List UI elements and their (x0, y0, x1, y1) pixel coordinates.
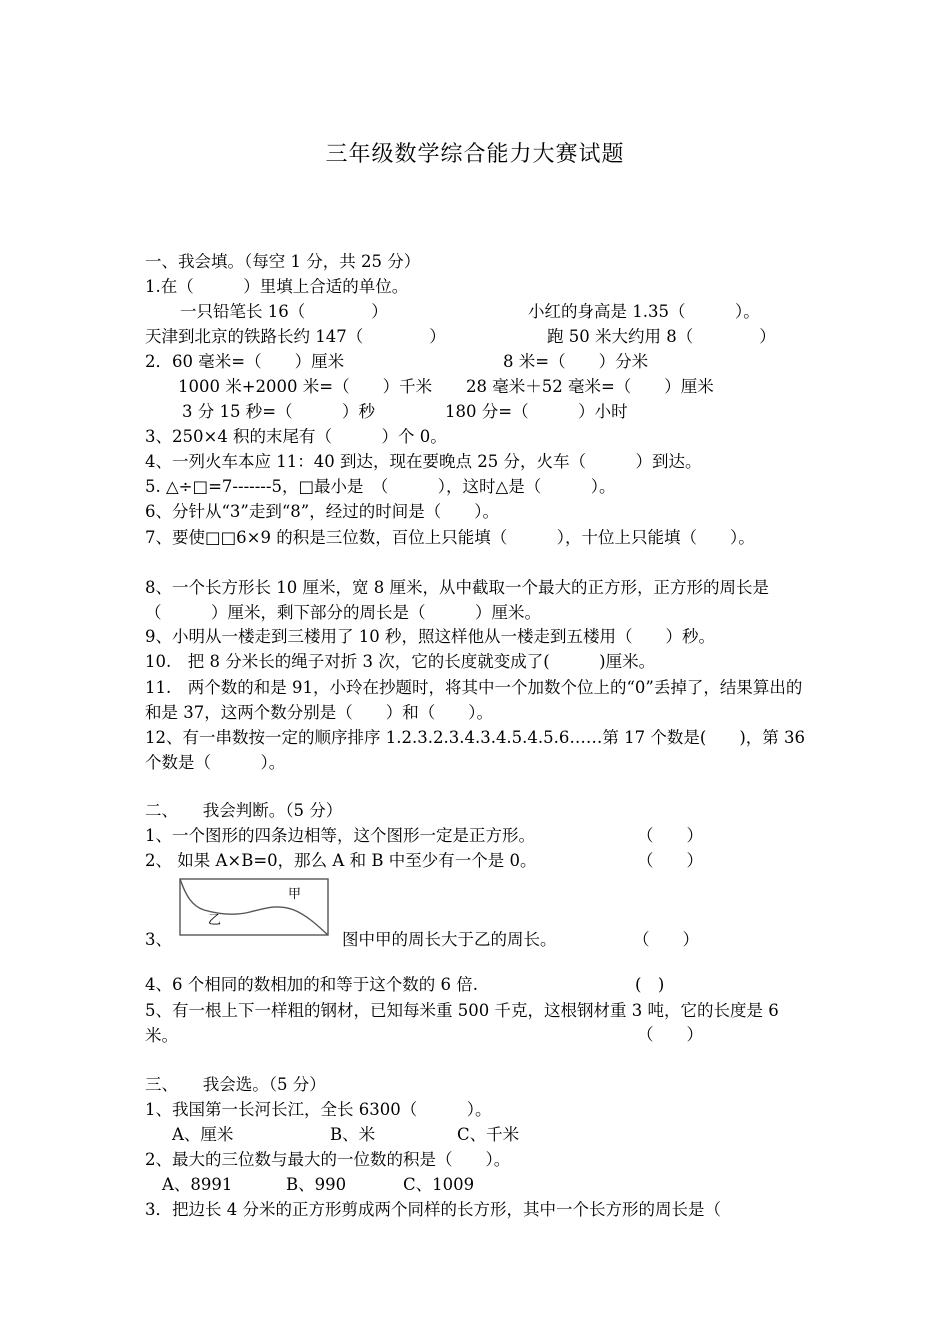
choice-3: 3．把边长 4 分米的正方形剪成两个同样的长方形，其中一个长方形的周长是（ (145, 1200, 721, 1219)
choice-2-option-a: A、8991 (162, 1175, 233, 1194)
choice-1: 1、我国第一长河长江，全长 6300（ ）。 (145, 1100, 492, 1119)
question-11: 11. 两个数的和是 91，小玲在抄题时，将其中一个加数个位上的“0”丢掉了，结果算出的和是 37，这两个数分别是（ ）和（ ）。 (145, 678, 803, 722)
question-2d: 28 毫米＋52 毫米=（ ）厘米 (466, 377, 714, 396)
judge-4: 4、6 个相同的数相加的和等于这个数的 6 倍. (145, 975, 478, 994)
choice-1-option-a: A、厘米 (172, 1125, 234, 1144)
judge-3-number: 3、 (145, 930, 172, 949)
judge-5: 5、有一根上下一样粗的钢材，已知每米重 500 千克，这根钢材重 3 吨，它的长度是 6 米。 (145, 1001, 779, 1045)
judge-1: 1、一个图形的四条边相等，这个图形一定是正方形。 (145, 826, 535, 845)
judge-1-paren: （ ） (637, 826, 703, 845)
question-12: 12、有一串数按一定的顺序排序 1.2.3.2.3.4.3.4.5.4.5.6……第 17 个数是( )，第 36 个数是（ ）。 (145, 728, 806, 772)
question-7: 7、要使□□6×9 的积是三位数，百位上只能填（ ），十位上只能填（ ）。 (145, 528, 755, 547)
perimeter-figure (178, 876, 338, 940)
choice-2: 2、最大的三位数与最大的一位数的积是（ ）。 (145, 1150, 511, 1169)
choice-2-option-b: B、990 (286, 1175, 347, 1194)
section-2-header: 二、 我会判断。（5 分） (145, 801, 343, 820)
choice-2-option-c: C、1009 (403, 1175, 475, 1194)
page-title: 三年级数学综合能力大赛试题 (325, 142, 625, 167)
section-1-header: 一、我会填。（每空 1 分，共 25 分） (145, 252, 421, 271)
question-1b: 小红的身高是 1.35（ ）。 (528, 302, 760, 321)
question-6: 6、分针从“3”走到“8”，经过的时间是（ ）。 (145, 502, 499, 521)
figure-label-jia: 甲 (288, 887, 302, 902)
question-2f: 180 分=（ ）小时 (445, 402, 628, 421)
choice-1-option-b: B、米 (330, 1125, 376, 1144)
judge-5-paren: （ ） (637, 1025, 703, 1044)
question-5: 5. △÷□=7-------5，□最小是 （ ），这时△是（ ）。 (145, 477, 616, 496)
question-1d: 跑 50 米大约用 8（ ） (547, 327, 776, 346)
figure-rectangle (180, 879, 328, 935)
question-1a: 一只铅笔长 16（ ） (180, 302, 388, 321)
figure-label-yi: 乙 (208, 913, 222, 928)
question-4: 4、一列火车本应 11：40 到达，现在要晚点 25 分，火车（ ）到达。 (145, 452, 702, 471)
question-3: 3、250×4 积的末尾有（ ）个 0。 (145, 427, 447, 446)
judge-3: 图中甲的周长大于乙的周长。 (342, 930, 557, 949)
question-8: 8、一个长方形长 10 厘米，宽 8 厘米，从中截取一个最大的正方形，正方形的周长是（ ）厘米，剩下部分的周长是（ ）厘米。 (145, 578, 769, 622)
section-3-header: 三、 我会选。（5 分） (145, 1075, 326, 1094)
figure-curve (180, 879, 328, 935)
judge-3-paren: （ ） (633, 930, 699, 949)
judge-2: 2、 如果 A×B=0，那么 A 和 B 中至少有一个是 0。 (145, 851, 537, 870)
question-2b: 8 米=（ ）分米 (503, 352, 649, 371)
question-1: 1.在（ ）里填上合适的单位。 (145, 277, 409, 296)
question-2e: 3 分 15 秒=（ ）秒 (182, 402, 376, 421)
judge-2-paren: （ ） (637, 851, 703, 870)
question-1c: 天津到北京的铁路长约 147（ ） (145, 327, 446, 346)
question-9: 9、小明从一楼走到三楼用了 10 秒，照这样他从一楼走到五楼用（ ）秒。 (145, 627, 715, 646)
judge-4-paren: ( ) (635, 975, 665, 994)
question-2a: 2．60 毫米=（ ）厘米 (145, 352, 345, 371)
question-10: 10. 把 8 分米长的绳子对折 3 次，它的长度就变成了( )厘米。 (145, 652, 656, 671)
question-2c: 1000 米+2000 米=（ ）千米 (178, 377, 433, 396)
choice-1-option-c: C、千米 (457, 1125, 520, 1144)
